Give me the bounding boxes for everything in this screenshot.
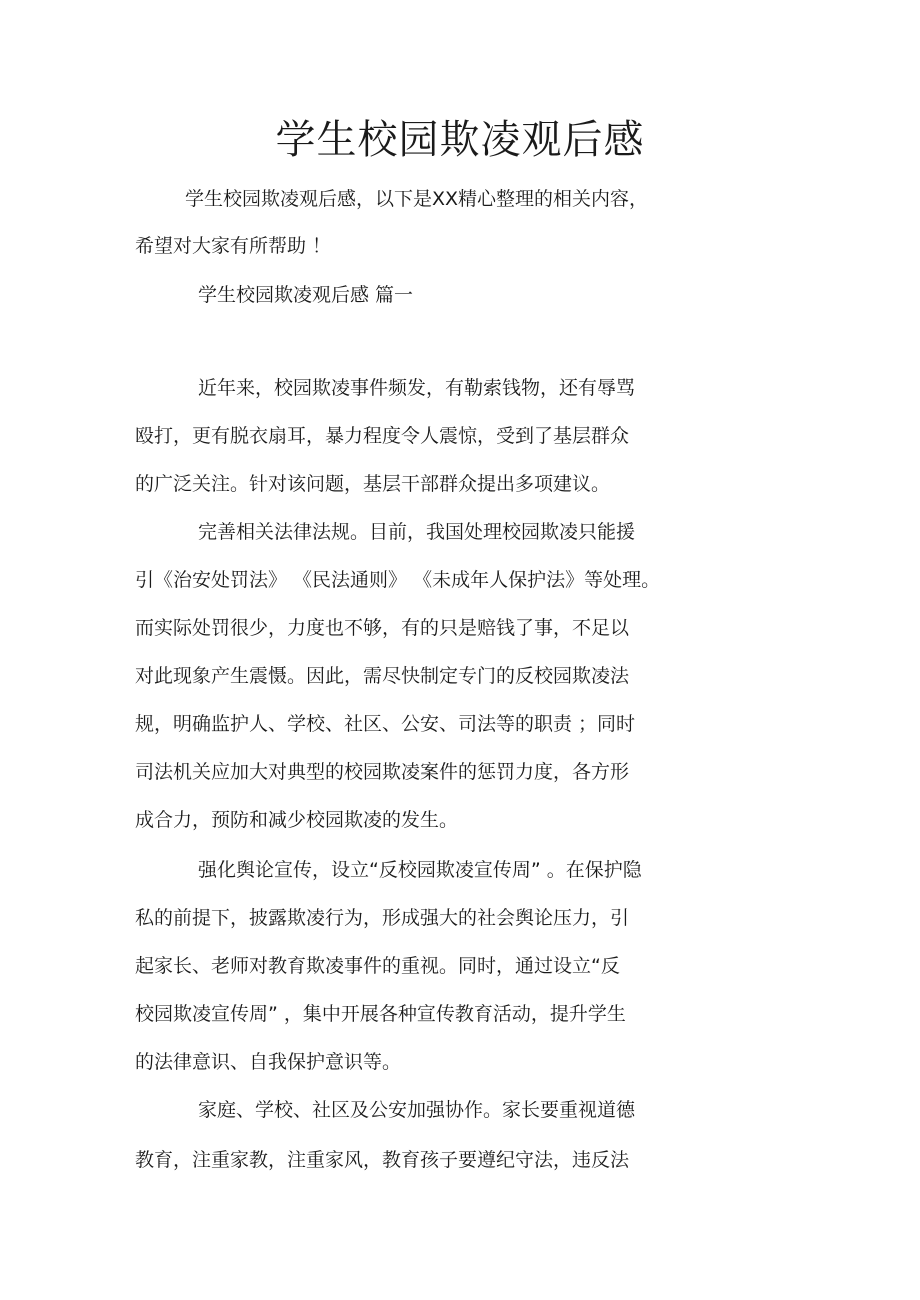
paragraph-line: 起家长、老师对教育欺凌事件的重视。同时，通过设立“反 [135,955,620,977]
paragraph-line: 家庭、学校、社区及公安加强协作。家长要重视道德 [198,1099,636,1121]
paragraph-line: 司法机关应加大对典型的校园欺凌案件的惩罚力度，各方形 [135,761,630,783]
paragraph-line: 校园欺凌宣传周” ，集中开展各种宣传教育活动，提升学生 [135,1003,626,1025]
paragraph-line: 的广泛关注。针对该问题，基层干部群众提出多项建议。 [135,473,611,495]
paragraph-line: 的法律意识、自我保护意识等。 [135,1051,402,1073]
paragraph-line: 殴打，更有脱衣扇耳，暴力程度令人震惊，受到了基层群众 [135,425,630,447]
paragraph-line: 完善相关法律法规。目前，我国处理校园欺凌只能援 [198,521,636,543]
document-title: 学生校园欺凌观后感 [275,117,645,163]
paragraph-line: 私的前提下，披露欺凌行为，形成强大的社会舆论压力，引 [135,907,630,929]
paragraph-line: 引《治安处罚法》 《民法通则》 《未成年人保护法》等处理。 [135,569,661,591]
paragraph-line: 对此现象产生震慑。因此，需尽快制定专门的反校园欺凌法 [135,665,630,687]
intro-line-2: 希望对大家有所帮助 ！ [135,235,332,257]
intro-line-1: 学生校园欺凌观后感，以下是XX精心整理的相关内容， [185,188,649,210]
paragraph-line: 成合力，预防和减少校园欺凌的发生。 [135,809,459,831]
paragraph-line: 近年来，校园欺凌事件频发，有勒索钱物，还有辱骂 [198,377,636,399]
paragraph-line: 规，明确监护人、学校、社区、公安、司法等的职责 ；同时 [135,713,636,735]
section-heading: 学生校园欺凌观后感 篇一 [198,284,414,306]
paragraph-line: 而实际处罚很少，力度也不够，有的只是赔钱了事，不足以 [135,617,630,639]
paragraph-line: 强化舆论宣传，设立“反校园欺凌宣传周” 。在保护隐 [198,859,642,881]
paragraph-line: 教育，注重家教，注重家风，教育孩子要遵纪守法，违反法 [135,1149,630,1171]
